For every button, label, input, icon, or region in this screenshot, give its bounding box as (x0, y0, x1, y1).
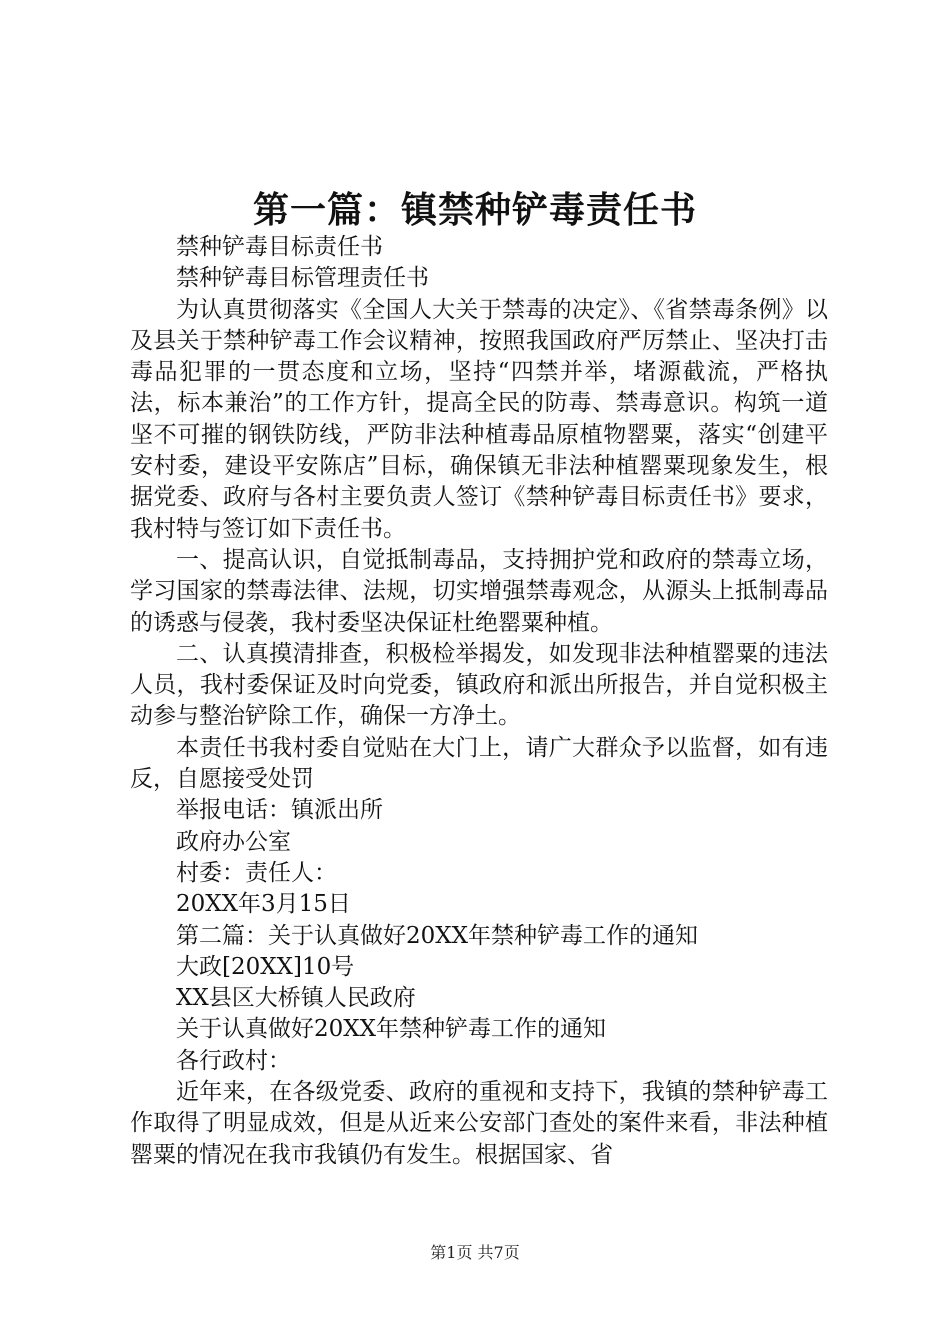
clause-one-paragraph: 一、提高认识，自觉抵制毒品，支持拥护党和政府的禁毒立场，学习国家的禁毒法律、法规，切实增强禁毒观念，从源头上抵制毒品的诱惑与侵袭，我村委坚决保证杜绝罂粟种植。 (130, 546, 828, 636)
document-body (130, 232, 828, 1171)
village-responsible-line: 村委：责任人： (176, 859, 337, 886)
subheading-target-responsibility: 禁种铲毒目标责任书 (176, 234, 383, 260)
government-office-line: 政府办公室 (176, 828, 291, 855)
addressee-line: 各行政村： (176, 1047, 291, 1074)
page-title: 第一篇：镇禁种铲毒责任书 (252, 189, 697, 231)
issuing-government: XX县区大桥镇人民政府 (176, 985, 416, 1012)
page-footer: 第1页 共7页 (430, 1243, 520, 1262)
date-line: 20XX年3月15日 (176, 891, 351, 918)
clause-two-paragraph: 二、认真摸清排查，积极检举揭发，如发现非法种植罂粟的违法人员，我村委保证及时向党委，镇政府和派出所报告，并自觉积极主动参与整治铲除工作，确保一方净土。 (130, 640, 828, 730)
document-number: 大政[20XX]10号 (176, 953, 355, 980)
notice-body-paragraph: 近年来，在各级党委、政府的重视和支持下，我镇的禁种铲毒工作取得了明显成效，但是从近来公安部门查处的案件来看，非法种植罂粟的情况在我市我镇仍有发生。根据国家、省 (130, 1079, 828, 1168)
notice-title: 关于认真做好20XX年禁种铲毒工作的通知 (176, 1016, 607, 1043)
part-two-heading: 第二篇：关于认真做好20XX年禁种铲毒工作的通知 (176, 922, 699, 949)
subheading-management-responsibility: 禁种铲毒目标管理责任书 (176, 265, 429, 292)
supervision-paragraph: 本责任书我村委自觉贴在大门上，请广大群众予以监督，如有违反，自愿接受处罚 (130, 734, 828, 793)
report-phone-line: 举报电话：镇派出所 (176, 797, 383, 824)
intro-paragraph: 为认真贯彻落实《全国人大关于禁毒的决定》、《省禁毒条例》以及县关于禁种铲毒工作会议精神，按照我国政府严厉禁止、坚决打击毒品犯罪的一贯态度和立场，坚持“四禁并举，堵源截流，严格执法，标本兼治”的工作方针，提高全民的防毒、禁毒意识。构筑一道坚不可摧的钢铁防线，严防非法种植毒品原植物罂粟，落实“创建平安村委，建设平安陈店”目标，确保镇无非法种植罂粟现象发生，根据党委、政府与各村主要负责人签订《禁种铲毒目标责任书》要求，我村特与签订如下责任书。 (130, 296, 828, 542)
